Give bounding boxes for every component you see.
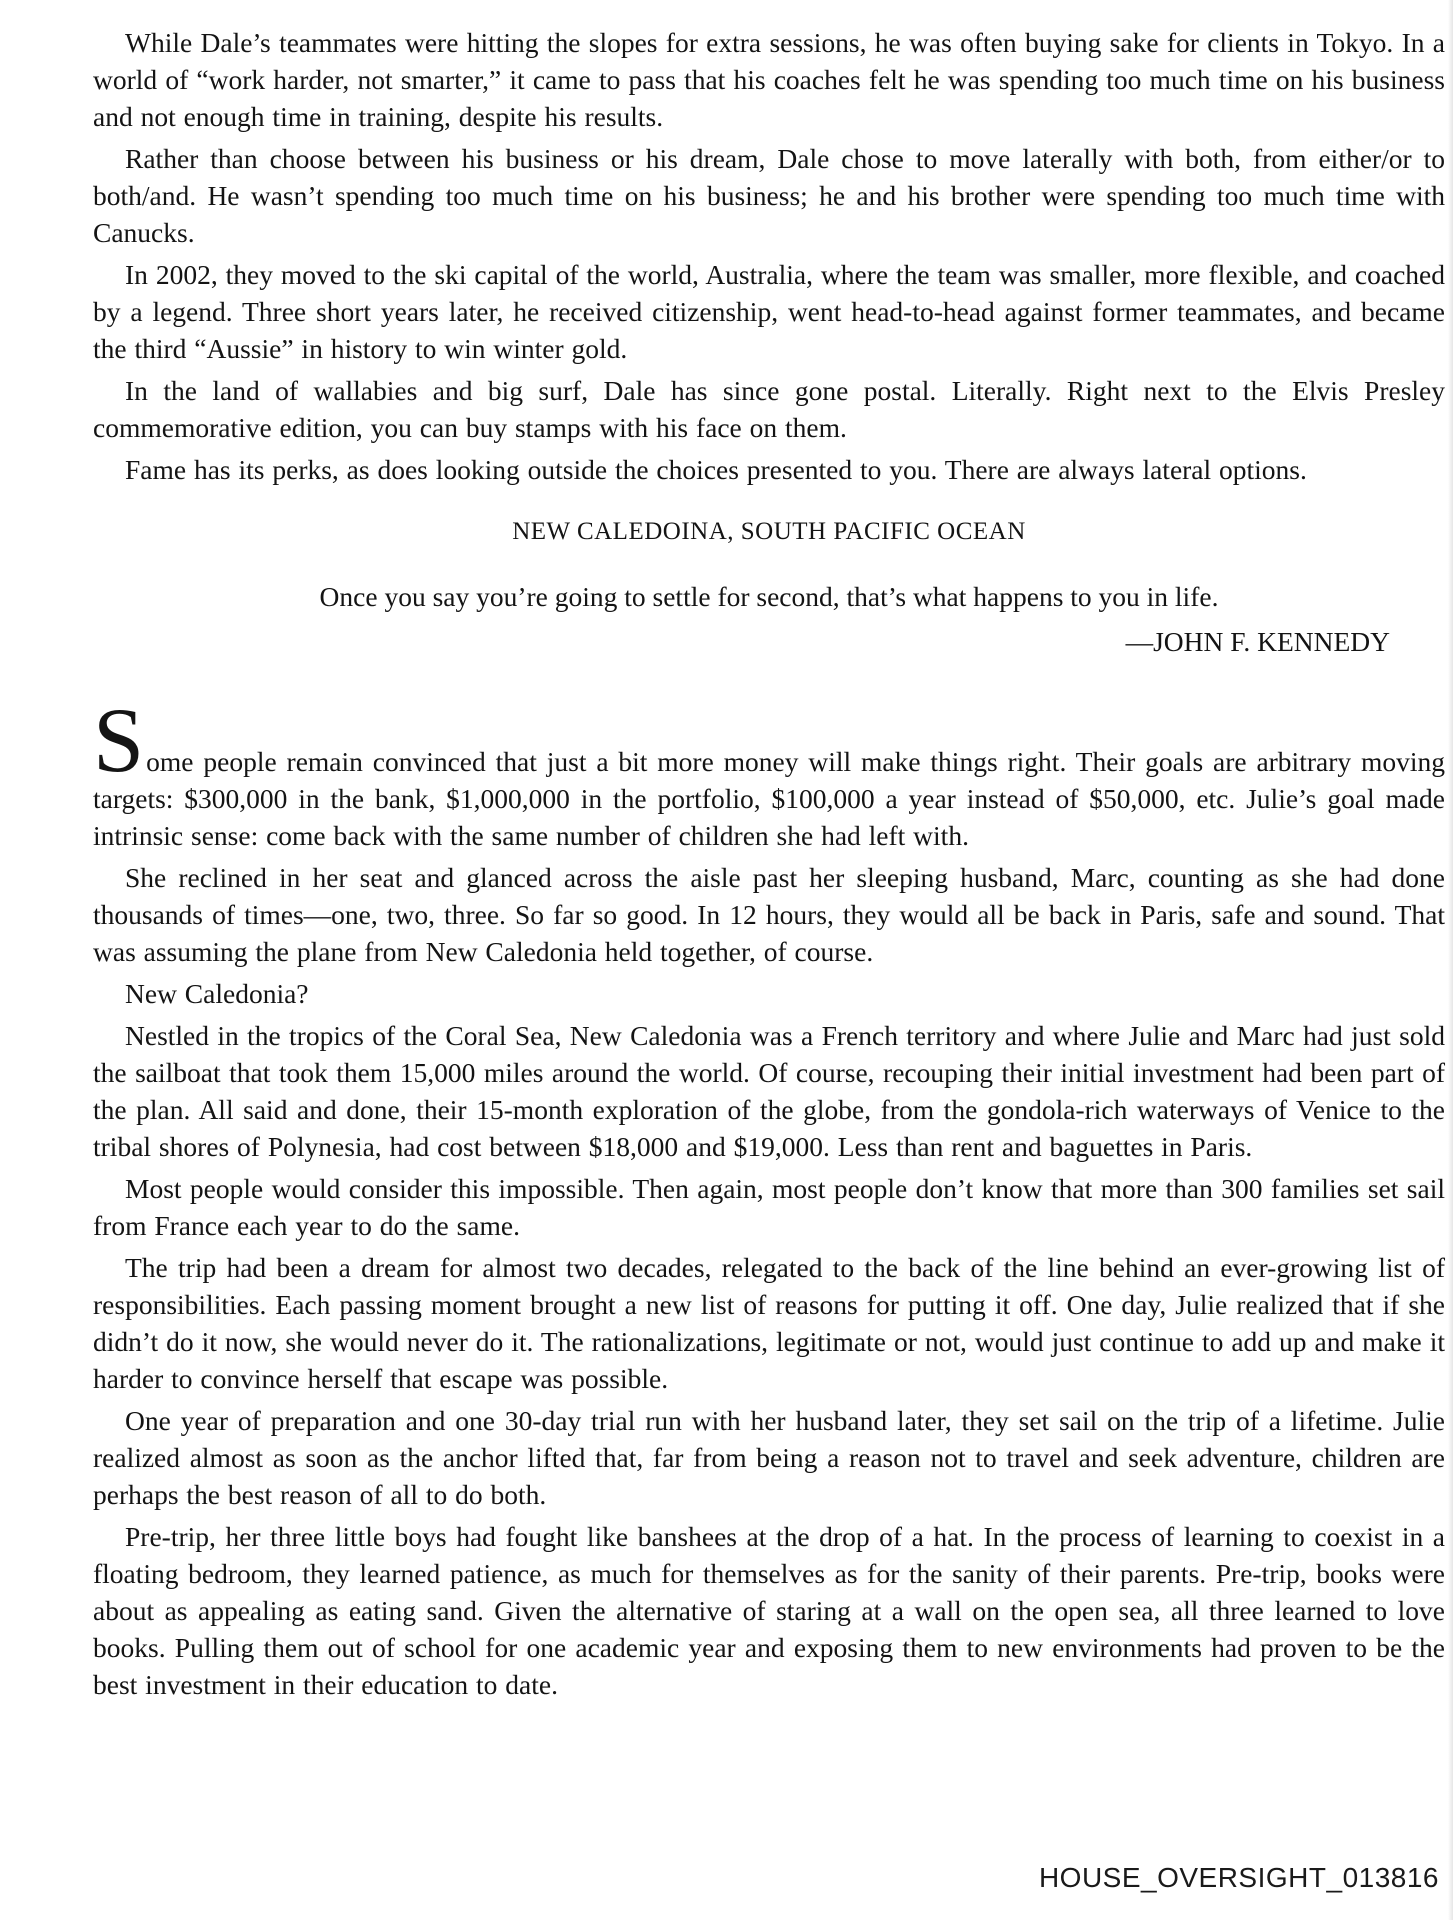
text-block bbox=[93, 24, 1445, 1708]
watermark-label: HOUSE_OVERSIGHT_013816 bbox=[1038, 1862, 1439, 1893]
paragraph: Nestled in the tropics of the Coral Sea, New Caledonia was a French territory and where Julie and Marc had just sold the sailboat that took them 15,000 miles around the world. Of course, recouping their initial investment had been part of the plan. All said and done, their 15-month exploration of the globe, from the gondola-rich waterways of Venice to the tribal shores of Polynesia, had cost between $18,000 and $19,000. Less than rent and baguettes in Paris. bbox=[93, 1020, 1445, 1162]
paragraph: While Dale’s teammates were hitting the slopes for extra sessions, he was often buying sake for clients in Tokyo. In a world of “work harder, not smarter,” it came to pass that his coaches felt he was spending too much time on his business and not enough time in training, despite his results. bbox=[93, 27, 1445, 132]
scan-edge-shadow bbox=[1448, 0, 1453, 1920]
paragraph: Pre-trip, her three little boys had fought like banshees at the drop of a hat. In the process of learning to coexist in a floating bedroom, they learned patience, as much for themselves as for the sanity of their parents. Pre-trip, books were about as appealing as eating sand. Given the alternative of staring at a wall on the open sea, all three learned to love books. Pulling them out of school for one academic year and exposing them to new environments had proven to be the best investment in their education to date. bbox=[93, 1521, 1445, 1700]
paragraph: Fame has its perks, as does looking outside the choices presented to you. There are always lateral options. bbox=[125, 454, 1307, 485]
paragraph: One year of preparation and one 30-day trial run with her husband later, they set sail on the trip of a lifetime. Julie realized almost as soon as the anchor lifted that, far from being a reason not to travel and seek adventure, children are perhaps the best reason of all to do both. bbox=[93, 1405, 1445, 1510]
dropcap-initial: S bbox=[93, 689, 147, 791]
paragraph: New Caledonia? bbox=[125, 978, 309, 1009]
paragraph: The trip had been a dream for almost two decades, relegated to the back of the line behind an ever-growing list of responsibilities. Each passing moment brought a new list of reasons for putting it off. One day, Julie realized that if she didn’t do it now, she would never do it. The rationalizations, legitimate or not, would just continue to add up and make it harder to convince herself that escape was possible. bbox=[93, 1252, 1445, 1394]
dropcap-paragraph bbox=[93, 689, 1445, 854]
paragraph: Most people would consider this impossible. Then again, most people don’t know that more than 300 families set sail from France each year to do the same. bbox=[93, 1173, 1445, 1241]
epigraph-quote: Once you say you’re going to settle for second, that’s what happens to you in life. bbox=[319, 581, 1219, 612]
paragraph: Rather than choose between his business or his dream, Dale chose to move laterally with both, from either/or to both/and. He wasn’t spending too much time on his business; he and his brother were spending too much time with Canucks. bbox=[93, 143, 1445, 248]
dropcap-paragraph-text: ome people remain convinced that just a bit more money will make things right. Their goals are arbitrary moving targets: $300,000 in the bank, $1,000,000 in the portfolio, $100,000 a year instead of $50,000, etc. Julie’s goal made intrinsic sense: come back with the same number of children she had left with. bbox=[93, 746, 1445, 851]
paragraph: She reclined in her seat and glanced across the aisle past her sleeping husband, Marc, counting as she had done thousands of times—one, two, three. So far so good. In 12 hours, they would all be back in Paris, safe and sound. That was assuming the plane from New Caledonia held together, of course. bbox=[93, 862, 1445, 967]
section-heading: NEW CALEDOINA, SOUTH PACIFIC OCEAN bbox=[512, 518, 1026, 545]
paragraph: In 2002, they moved to the ski capital of the world, Australia, where the team was smaller, more flexible, and coached by a legend. Three short years later, he received citizenship, went head-to-head against former teammates, and became the third “Aussie” in history to win winter gold. bbox=[93, 259, 1445, 364]
quote-attribution: —JOHN F. KENNEDY bbox=[1125, 626, 1390, 657]
paragraph: In the land of wallabies and big surf, Dale has since gone postal. Literally. Right next to the Elvis Presley commemorative edition, you can buy stamps with his face on them. bbox=[93, 375, 1445, 443]
